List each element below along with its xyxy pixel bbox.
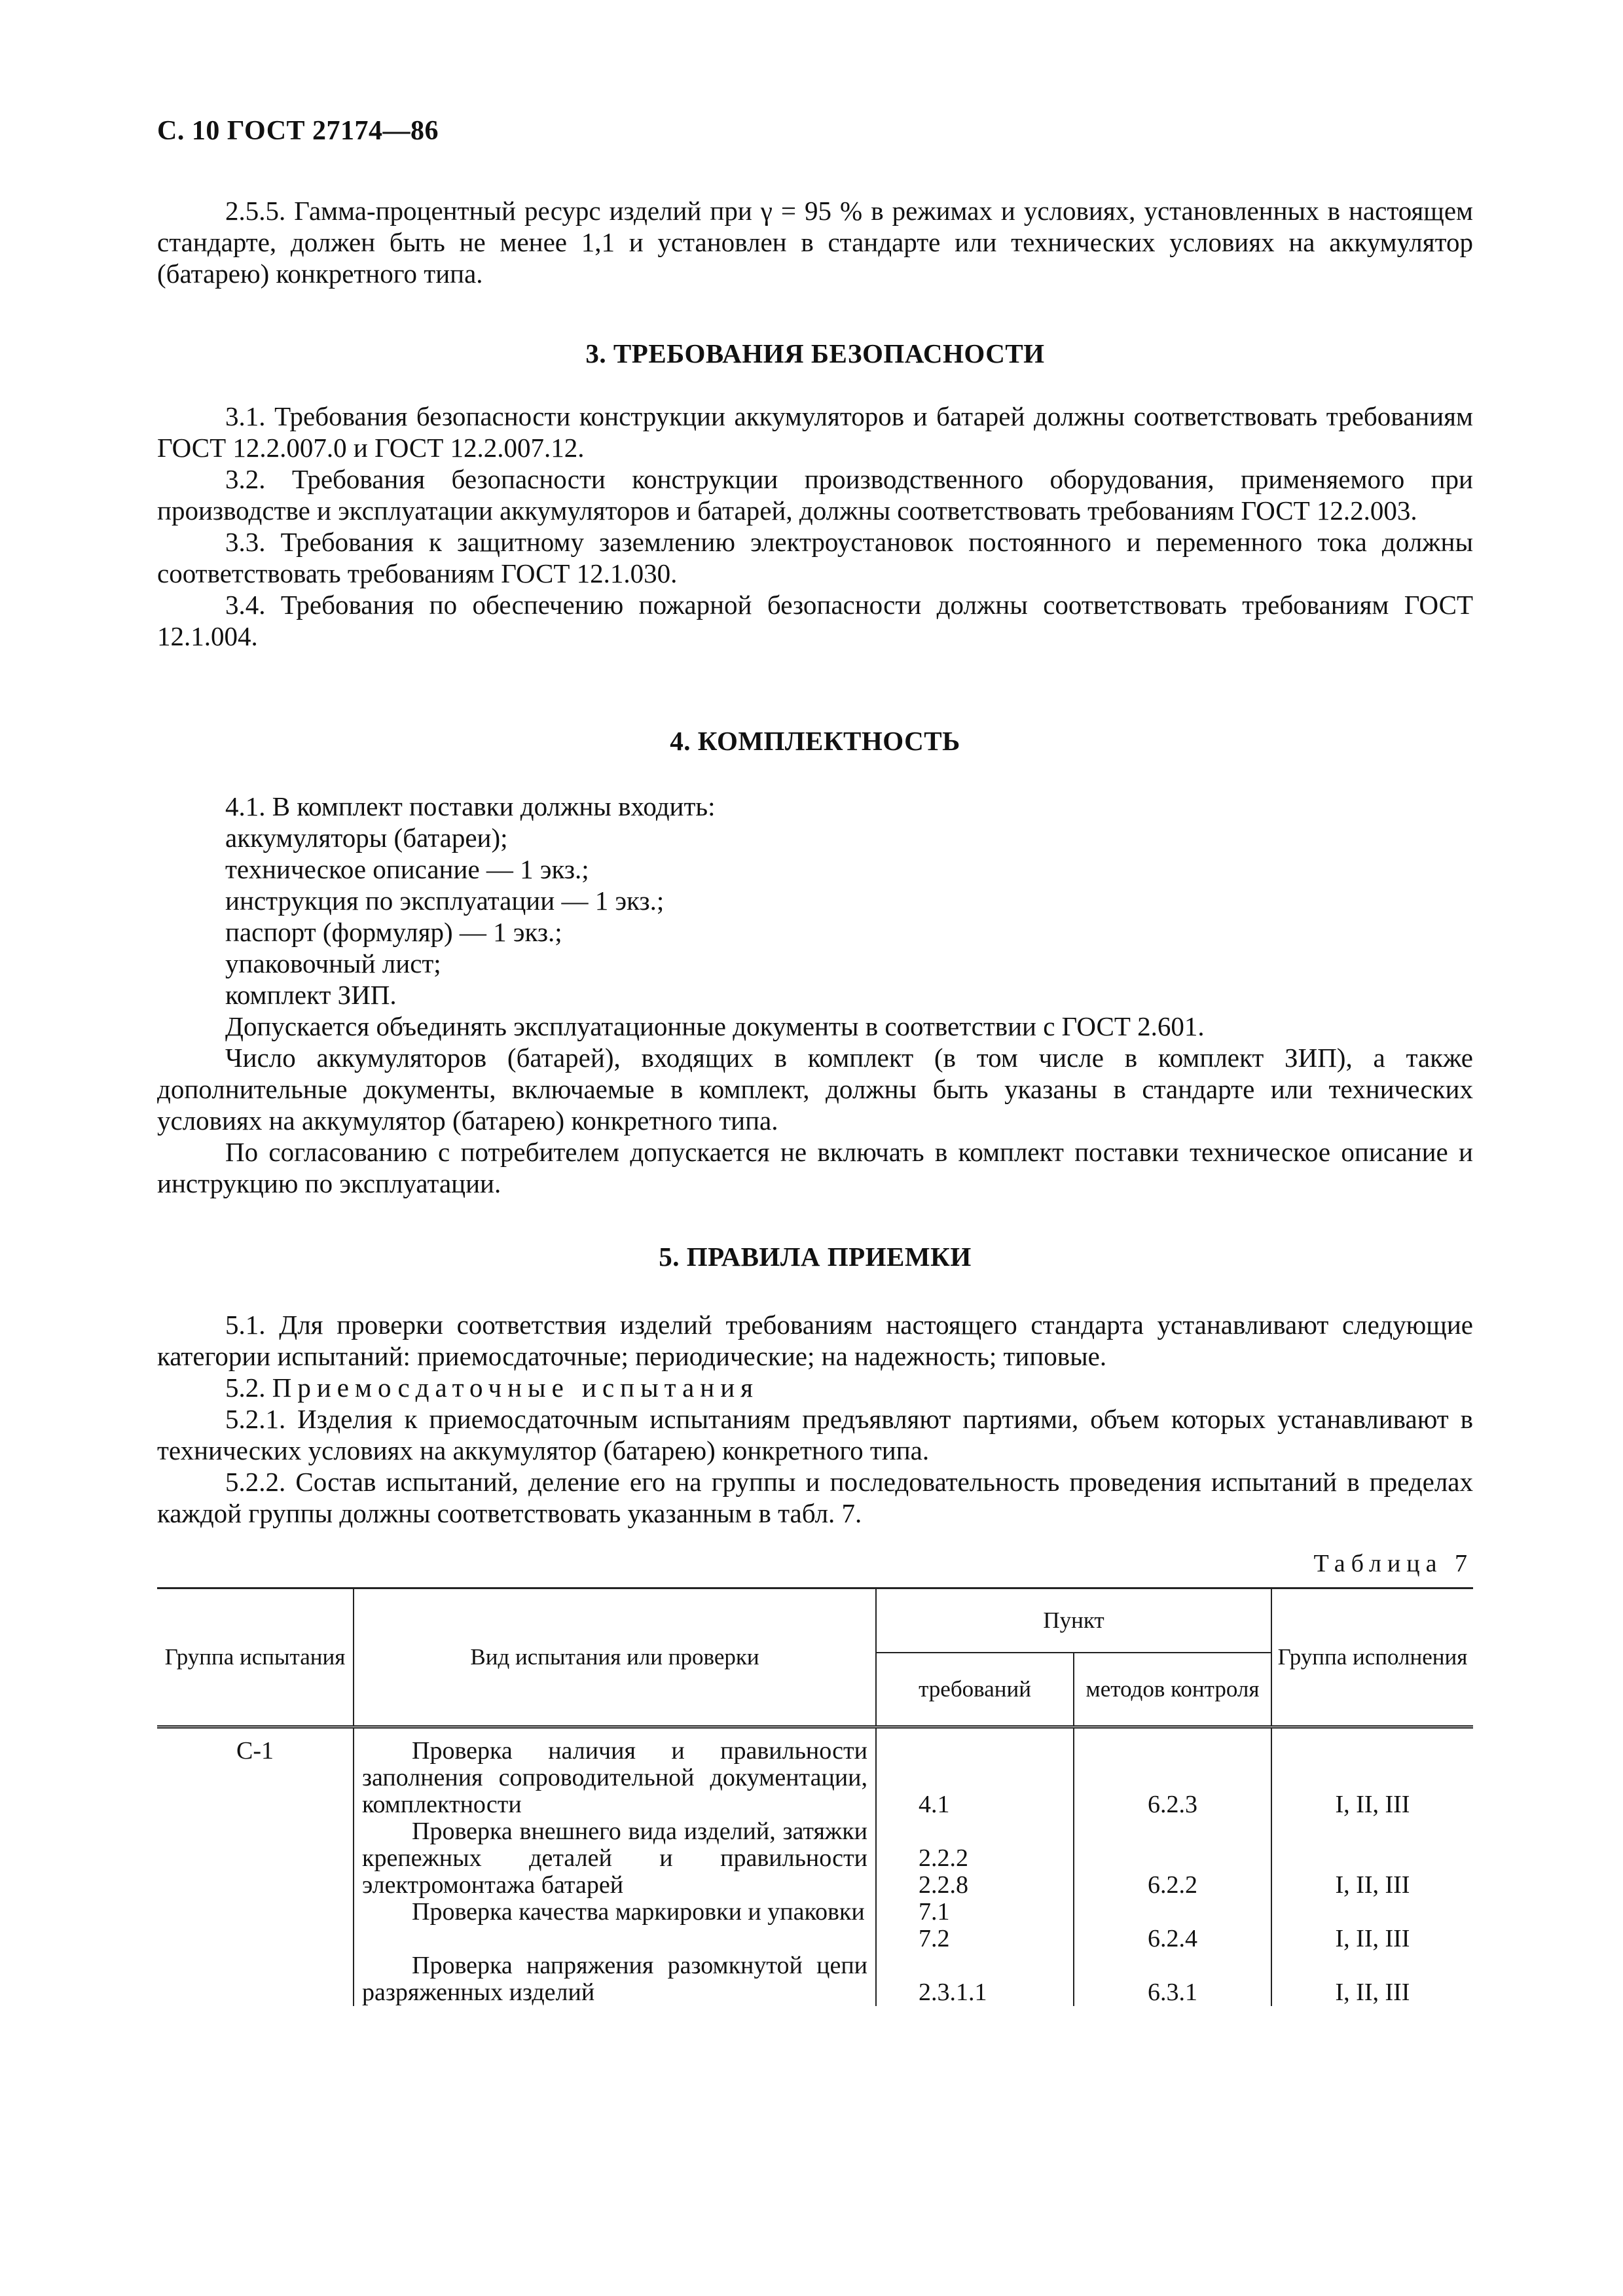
methods-cell-line: 6.3.1 (1148, 1979, 1197, 2006)
section-5 (157, 1241, 1473, 1529)
paragraph-3-4: 3.4. Требования по обеспечению пожарной безопасности должны соответствовать требованиям ГОСТ 12.1.004. (157, 590, 1473, 651)
req-cell-line: 7.1 (919, 1898, 950, 1926)
methods-cell-line: 6.2.2 (1148, 1871, 1197, 1899)
paragraph-4-1: 4.1. В комплект поставки должны входить: (225, 791, 716, 821)
list-item: инструкция по эксплуатации — 1 экз.; (225, 886, 665, 916)
req-cell-line: 2.2.2 (919, 1844, 968, 1872)
clause-2-5-5 (157, 195, 1473, 289)
exec-cell-line: I, II, III (1335, 1979, 1410, 2006)
header-kind: Вид испытания или проверки (354, 1588, 876, 1727)
paragraph-2-5-5: 2.5.5. Гамма-процентный ресурс изделий при γ = 95 % в режимах и условиях, установленных в настоящем стандарте, должен быть не менее 1,1 и установлен в стандарте или технических условиях на аккумулятор (батарею) конкретного типа. (157, 196, 1473, 289)
list-item: техническое описание — 1 экз.; (225, 854, 589, 884)
paragraph-number: Число аккумуляторов (батарей), входящих в комплект (в том числе в комплект ЗИП), а также дополнительные документы, включаемые в комплект, должны быть указаны в стандарте или технических условиях на аккумулятор (батарею) конкретного типа. (157, 1043, 1473, 1136)
header-punkt: Пункт (876, 1588, 1271, 1653)
exec-list (1272, 1738, 1473, 2006)
methods-cell (1074, 1818, 1271, 1899)
list-item: аккумуляторы (батареи); (225, 823, 508, 853)
paragraph-5-2 (157, 1372, 1473, 1403)
exec-cell-line: I, II, III (1335, 1791, 1410, 1818)
req-cell-line: 2.3.1.1 (919, 1979, 987, 2006)
table-caption-block (157, 1548, 1473, 1579)
header-methods: методов контроля (1074, 1653, 1271, 1727)
list-item: паспорт (формуляр) — 1 экз.; (225, 917, 562, 947)
methods-cell (1074, 1952, 1271, 2006)
list-item: упаковочный лист; (225, 948, 441, 978)
exec-cell (1272, 1818, 1473, 1899)
kind-cell: Проверка наличия и правильности заполнения сопроводительной документации, комплектности (362, 1737, 867, 1818)
kind-column (354, 1727, 876, 2007)
paragraph-5-2-1: 5.2.1. Изделия к приемосдаточным испытаниям предъявляют партиями, объем которых устанавливают в технических условиях на аккумулятор (батарею) конкретного типа. (157, 1404, 1473, 1465)
req-cell-line: 4.1 (919, 1791, 950, 1818)
req-cell-line: 7.2 (919, 1925, 950, 1952)
clause-number: 5.2. (225, 1372, 272, 1403)
exec-cell (1272, 1738, 1473, 1818)
list-item: комплект ЗИП. (225, 980, 397, 1010)
table-caption: Таблица 7 (1313, 1550, 1473, 1577)
section-3 (157, 338, 1473, 652)
paragraph-3-3: 3.3. Требования к защитному заземлению электроустановок постоянного и переменного тока должны соответствовать требованиям ГОСТ 12.1.030. (157, 527, 1473, 588)
kind-cell: Проверка качества маркировки и упаковки (412, 1898, 865, 1926)
exec-cell-line: I, II, III (1335, 1925, 1410, 1952)
table-group-cell (157, 1727, 354, 2007)
table-7 (157, 1587, 1473, 2006)
group-label: С-1 (236, 1737, 274, 1765)
methods-column (1074, 1727, 1271, 2007)
clause-title: Приемосдаточные испытания (272, 1372, 759, 1403)
req-cell (919, 1899, 1073, 1952)
methods-list (1074, 1738, 1271, 2006)
section-3-title: 3. ТРЕБОВАНИЯ БЕЗОПАСНОСТИ (585, 338, 1045, 368)
kind-cell: Проверка напряжения разомкнутой цепи разряженных изделий (362, 1952, 867, 2006)
paragraph-3-2: 3.2. Требования безопасности конструкции производственного оборудования, применяемого при производстве и эксплуатации аккумуляторов и батарей, должны соответствовать требованиям ГОСТ 12.2.003. (157, 464, 1473, 526)
methods-cell-line: 6.2.3 (1148, 1791, 1197, 1818)
methods-cell (1074, 1899, 1271, 1952)
document-page (157, 0, 1473, 2296)
kind-list (362, 1738, 867, 2006)
req-cell (919, 1818, 1073, 1899)
header-req: требований (876, 1653, 1074, 1727)
paragraph-allow: Допускается объединять эксплуатационные документы в соответствии с ГОСТ 2.601. (225, 1011, 1205, 1041)
paragraph-5-1: 5.1. Для проверки соответствия изделий требованиям настоящего стандарта устанавливают следующие категории испытаний: приемосдаточные; периодические; на надежность; типовые. (157, 1310, 1473, 1371)
section-5-title: 5. ПРАВИЛА ПРИЕМКИ (659, 1242, 972, 1272)
header-group: Группа испытания (157, 1588, 354, 1727)
section-4-title: 4. КОМПЛЕКТНОСТЬ (670, 726, 960, 756)
page-header: С. 10 ГОСТ 27174—86 (157, 116, 439, 146)
paragraph-3-1: 3.1. Требования безопасности конструкции аккумуляторов и батарей должны соответствовать требованиям ГОСТ 12.2.007.0 и ГОСТ 12.2.007.12. (157, 401, 1473, 463)
req-cell-line: 2.2.8 (919, 1871, 968, 1899)
req-list (919, 1738, 1073, 2006)
req-cell (919, 1952, 1073, 2006)
methods-cell-line: 6.2.4 (1148, 1925, 1197, 1952)
methods-cell (1074, 1738, 1271, 1818)
req-column (876, 1727, 1074, 2007)
kind-cell: Проверка внешнего вида изделий, затяжки крепежных деталей и правильности электромонтажа батарей (362, 1818, 867, 1899)
exec-cell (1272, 1899, 1473, 1952)
header-exec: Группа исполнения (1271, 1588, 1473, 1727)
section-4 (157, 725, 1473, 1199)
exec-cell (1272, 1952, 1473, 2006)
exec-cell-line: I, II, III (1335, 1871, 1410, 1899)
req-cell (919, 1738, 1073, 1818)
exec-column (1271, 1727, 1473, 2007)
paragraph-agree: По согласованию с потребителем допускается не включать в комплект поставки техническое описание и инструкцию по эксплуатации. (157, 1137, 1473, 1198)
paragraph-5-2-2: 5.2.2. Состав испытаний, деление его на группы и последовательность проведения испытаний в пределах каждой группы должны соответствовать указанным в табл. 7. (157, 1467, 1473, 1528)
